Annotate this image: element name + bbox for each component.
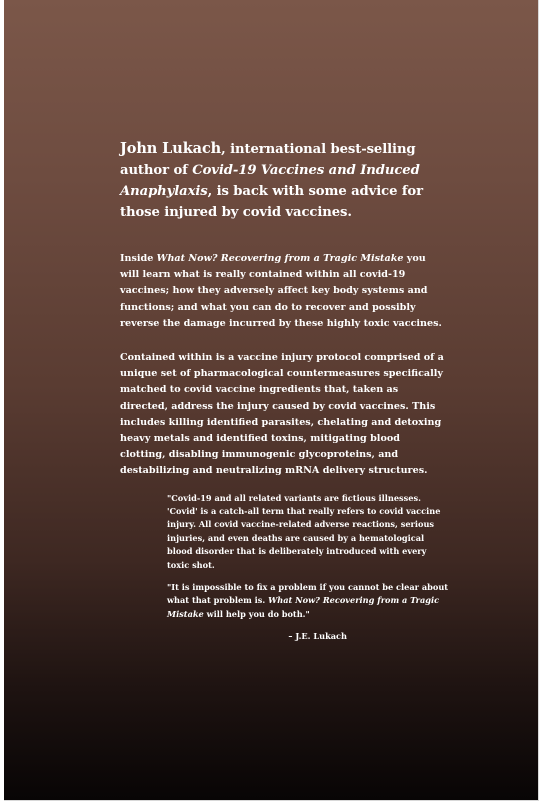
quote-lead: "It is impossible to fix a problem if you cannot be clear about what that problem is. bbox=[167, 582, 449, 606]
back-cover bbox=[4, 0, 539, 801]
quote-fix-problem bbox=[167, 581, 449, 621]
quote-signature: – J.E. Lukach bbox=[288, 631, 347, 642]
author-name: John Lukach bbox=[120, 140, 222, 157]
quotes-block bbox=[167, 492, 449, 644]
intro-text-1: , international best-selling author of bbox=[120, 142, 416, 178]
description-lead: Inside bbox=[120, 253, 157, 264]
previous-book-title: Covid-19 Vaccines and Induced Anaphylaxis bbox=[120, 163, 420, 199]
protocol-paragraph: Contained within is a vaccine injury protocol comprised of a unique set of pharmacological countermeasures specifically matched to covid vaccine ingredients that, taken as directed, address the injury caused by covid vaccines. This includes killing identified parasites, chelating and detoxing heavy metals and identified toxins, mitigating blood clotting, disabling immunogenic glycoproteins, and destabilizing and neutralizing mRNA delivery structures. bbox=[120, 352, 444, 477]
book-title: What Now? Recovering from a Tragic Mistake bbox=[156, 253, 404, 264]
description-rest: you will learn what is really contained within all covid-19 vaccines; how they adversely affect key body systems and functions; and what you can do to recover and possibly reverse the damage incurred by these highly toxic vaccines. bbox=[120, 253, 442, 329]
quote-book-title: What Now? Recovering from a Tragic Mistake bbox=[167, 595, 440, 619]
description-paragraph bbox=[120, 251, 446, 332]
author-intro bbox=[120, 138, 446, 223]
cover-text-block bbox=[120, 138, 449, 643]
quote-covid: "Covid-19 and all related variants are fictious illnesses. 'Covid' is a catch-all term that really refers to covid vaccine injury. All covid vaccine-related adverse reactions, serious injuries, and even deaths are caused by a hematological blood disorder that is deliberately introduced with every toxic shot. bbox=[167, 492, 441, 570]
intro-text-2: , is back with some advice for those injured by covid vaccines. bbox=[120, 184, 423, 220]
quote-rest: will help you do both." bbox=[203, 608, 310, 619]
